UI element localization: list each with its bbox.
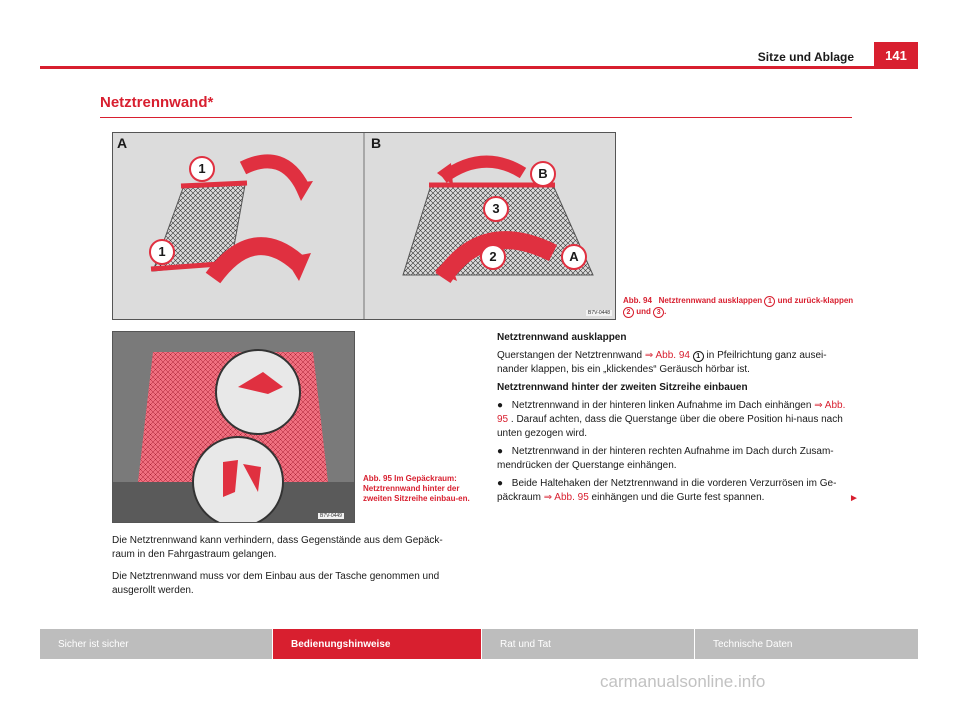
- figure-95-code: B7V-0449: [320, 513, 342, 519]
- bullet-glyph: ●: [497, 478, 504, 489]
- figure-95-caption: Abb. 95 Im Gepäckraum: Netztrennwand hinter der zweiten Sitzreihe einbau-en.: [363, 474, 470, 503]
- figure-94: [112, 132, 616, 320]
- footer-tab-sicher[interactable]: Sicher ist sicher: [40, 629, 272, 659]
- bullet-2-text: Netztrennwand in der hinteren rechten Aufnahme im Dach durch Zusam-mendrücken der Querstange einhängen.: [497, 446, 834, 471]
- marker-b-b: B: [530, 161, 556, 187]
- continue-arrow-icon: ►: [849, 493, 859, 504]
- bullet-3-a: Beide Haltehaken der Netztrennwand in die vorderen Verzurrösen im Ge-päckraum: [497, 478, 837, 503]
- caption-94-text-3: und: [636, 307, 651, 316]
- marker-b-a: A: [561, 244, 587, 270]
- page-number: 141: [874, 42, 918, 69]
- caption-94-ref-1: 1: [764, 296, 775, 307]
- watermark: carmanualsonline.info: [600, 672, 766, 691]
- ref-abb-94[interactable]: ⇒ Abb. 94: [644, 350, 690, 361]
- ref-abb-94-num: 1: [693, 351, 704, 362]
- paragraph-ausklappen-b: in Pfeilrichtung ganz ausei-nander klappen, bis ein „klickendes“ Geräusch hörbar ist.: [497, 350, 827, 375]
- figure-94-caption: [623, 296, 863, 318]
- left-paragraph-2: Die Netztrennwand muss vor dem Einbau aus der Tasche genommen und ausgerollt werden.: [112, 571, 440, 596]
- caption-94-ref-2: 2: [623, 307, 634, 318]
- figure-95: [112, 331, 355, 523]
- bullet-3-b: einhängen und die Gurte fest spannen.: [591, 492, 765, 503]
- caption-94-text-1: Netztrennwand ausklappen: [658, 296, 763, 305]
- bullet-glyph: ●: [497, 400, 504, 411]
- figure-95-illustration: [113, 332, 354, 522]
- header-rule: [40, 66, 874, 69]
- footer-tab-bedienung[interactable]: Bedienungshinweise: [273, 629, 481, 659]
- bullet-glyph: ●: [497, 446, 504, 457]
- bullet-3: [497, 477, 855, 505]
- footer-tab-rat[interactable]: Rat und Tat: [482, 629, 694, 659]
- left-text: [112, 534, 462, 602]
- marker-b-2: 2: [480, 244, 506, 270]
- panel-label-b: B: [371, 135, 382, 151]
- ref-abb-95-2[interactable]: ⇒ Abb. 95: [543, 492, 589, 503]
- marker-a-1-bottom: 1: [149, 239, 175, 265]
- ref-abb-95-1[interactable]: ⇒ Abb. 95: [497, 400, 846, 425]
- caption-94-ref-3: 3: [653, 307, 664, 318]
- caption-94-text-2: und zurück-klappen: [777, 296, 854, 305]
- bullet-1-b: . Darauf achten, dass die Querstange über die obere Position hi-naus nach unten gezogen wird.: [497, 414, 843, 439]
- marker-a-1-top: 1: [189, 156, 215, 182]
- bullet-2: [497, 445, 855, 473]
- paragraph-ausklappen: [497, 349, 855, 377]
- footer-tab-technik[interactable]: Technische Daten: [695, 629, 918, 659]
- section-title: Netztrennwand*: [100, 94, 214, 111]
- bullet-1-a: Netztrennwand in der hinteren linken Aufnahme im Dach einhängen: [511, 400, 812, 411]
- panel-label-a: A: [117, 135, 128, 151]
- caption-94-end: .: [664, 307, 667, 316]
- marker-b-3: 3: [483, 196, 509, 222]
- heading-einbauen: Netztrennwand hinter der zweiten Sitzreihe einbauen: [497, 382, 748, 393]
- left-paragraph-1: Die Netztrennwand kann verhindern, dass Gegenstände aus dem Gepäck-raum in den Fahrgastraum gelangen.: [112, 535, 443, 560]
- figure-94-code: B7V-0448: [588, 310, 610, 316]
- section-rule: [100, 117, 852, 118]
- bullet-1: [497, 399, 855, 441]
- caption-94-prefix: Abb. 94: [623, 296, 652, 305]
- heading-ausklappen: Netztrennwand ausklappen: [497, 332, 627, 343]
- running-head: Sitze und Ablage: [757, 50, 854, 64]
- paragraph-ausklappen-a: Querstangen der Netztrennwand: [497, 350, 643, 361]
- right-text: [497, 331, 855, 509]
